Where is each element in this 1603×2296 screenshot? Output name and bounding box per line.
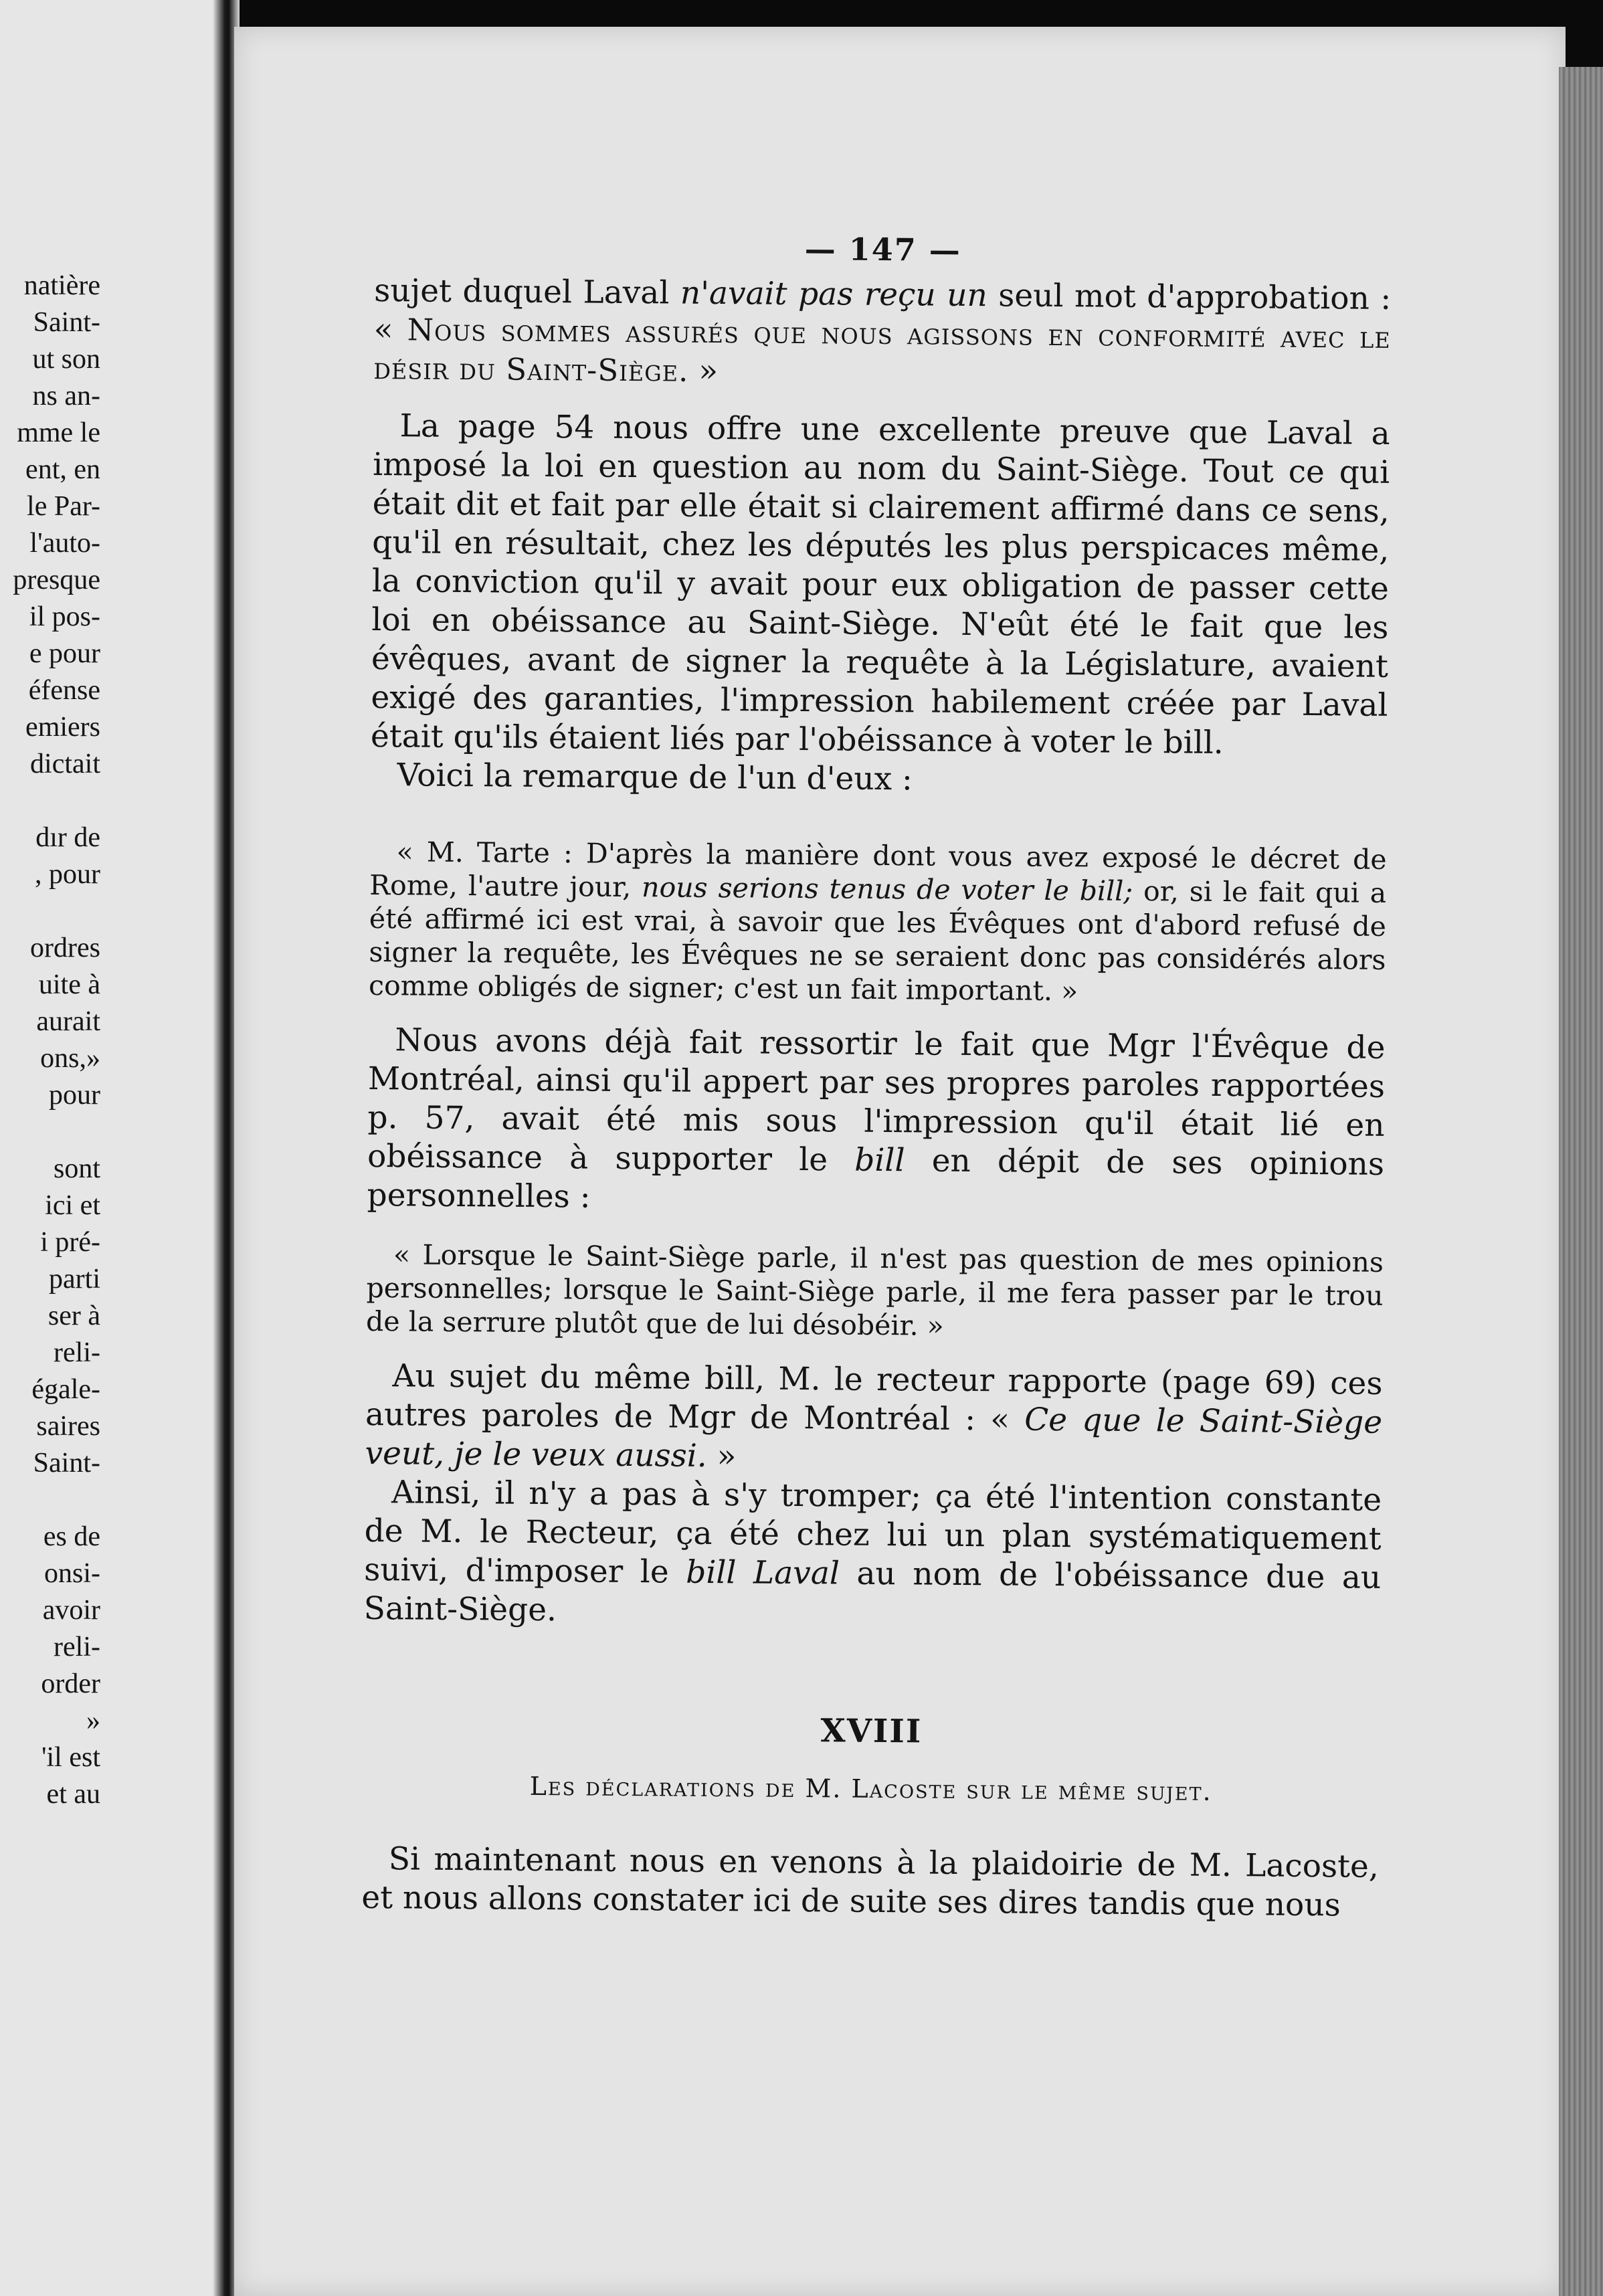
text-run: » <box>706 1437 737 1475</box>
text-run: or, si le fait qui a été affirmé ici est vrai, à savoir que les Évêques ont d'abord refusé de signer la requête, les Évêques ne se seraient donc pas considérés alors comme obligés de signer; c'est un fait important. » <box>368 874 1387 1008</box>
quote-tarte <box>369 835 1387 1010</box>
book-page <box>234 27 1566 2296</box>
previous-page-line: ns an- <box>32 381 100 411</box>
previous-page-line: avoir <box>42 1595 100 1626</box>
quote-eveque: « Lorsque le Saint-Siège parle, il n'est pas question de mes opinions personnelles; lorsque le Saint-Siège parle, il me fera passer par le trou de la serrure plutôt que de lui désobéir. » <box>365 1238 1384 1342</box>
previous-page-line: e pour <box>29 638 100 669</box>
previous-page-line: onsi- <box>44 1558 100 1589</box>
previous-page-line: ent, en <box>25 454 100 485</box>
previous-page-line: uite à <box>38 969 100 1000</box>
page-number: — 147 — <box>804 231 962 268</box>
text-run: » <box>688 352 719 390</box>
italic-run: bill <box>854 1141 905 1179</box>
previous-page-line: order <box>41 1668 100 1699</box>
previous-page-line: ons,» <box>40 1043 100 1074</box>
paragraph-3: Voici la remarque de l'un d'eux : <box>397 757 913 798</box>
previous-page-line: , pour <box>35 859 100 890</box>
text-run: Nous avons déjà fait ressortir le fait que Mgr l'Évêque de Montréal, ainsi qu'il appert par ses propres paroles rapportées p. 57, avait été mis sous l'impression qu'il était lié en obéissance à supporter le <box>367 1022 1386 1179</box>
previous-page-line: égale- <box>31 1374 100 1405</box>
previous-page-line: parti <box>49 1264 100 1295</box>
previous-page-line: il pos- <box>29 601 100 632</box>
previous-page-fragment <box>0 0 227 2296</box>
previous-page-line: ordres <box>30 933 100 963</box>
previous-page-line: Saint- <box>33 1448 100 1478</box>
previous-page-line <box>0 1482 100 1519</box>
text-run: au nom de l'obéissance due au Saint-Siège. <box>363 1555 1382 1629</box>
section-title: Les déclarations de M. Lacoste sur le même sujet. <box>529 1771 1212 1806</box>
text-run: sujet duquel Laval <box>374 272 681 312</box>
italic-run: n'avait pas reçu un <box>680 274 987 314</box>
previous-page-line: ut son <box>32 344 100 375</box>
previous-page-line: reli- <box>54 1337 100 1368</box>
previous-page-line: » <box>86 1705 100 1736</box>
previous-page-text <box>0 268 100 1813</box>
previous-page-line <box>0 893 100 930</box>
previous-page-line: pour <box>49 1080 100 1111</box>
paragraph-7: Si maintenant nous en venons à la plaidoirie de M. Lacoste, et nous allons constater ici de suite ses dires tandis que nous <box>361 1840 1380 1924</box>
page-stack-edge <box>1559 67 1603 2296</box>
previous-page-line: i pré- <box>40 1227 100 1258</box>
previous-page-line: Saint- <box>33 307 100 338</box>
text-run: Ainsi, il n'y a pas à s'y tromper; ça été l'intention constante de M. le Recteur, ça été chez lui un plan systématiquement suivi, d'imposer le <box>364 1474 1382 1591</box>
previous-page-line: ici et <box>45 1190 100 1221</box>
previous-page-line: saires <box>36 1411 100 1442</box>
previous-page-line: mme le <box>17 417 100 448</box>
page-content <box>361 227 1392 1925</box>
previous-page-line: es de <box>43 1521 100 1552</box>
previous-page-line: dır de <box>35 822 100 853</box>
small-caps-quote: Nous sommes assurés que nous agissons en conformité avec le désir du Saint-Siège. <box>373 312 1391 389</box>
paragraph-6 <box>364 1473 1382 1636</box>
previous-page-line: le Par- <box>27 491 100 522</box>
paragraph-2: La page 54 nous offre une excellente preuve que Laval a imposé la loi en question au nom du Saint-Siège. Tout ce qui était dit et fait par elle était si clairement affirmé dans ce sens, qu'il en résultait, chez les députés les plus perspicaces même, la conviction qu'il y avait pour eux obligation de passer cette loi en obéissance au Saint-Siège. N'eût été le fait que les évêques, avant de signer la requête à la Législature, avaient exigé des garanties, l'impression habilement créée par Laval était qu'ils étaient liés par l'obéissance à voter le bill. <box>370 407 1390 761</box>
italic-run: nous serions tenus de voter le bill; <box>641 871 1133 907</box>
italic-run: bill Laval <box>686 1553 840 1592</box>
text-run: « M. Tarte : D'après la manière dont vous avez exposé le décret de Rome, l'autre jour, <box>369 836 1387 904</box>
previous-page-line: aurait <box>36 1006 100 1037</box>
previous-page-line: presque <box>13 565 100 595</box>
previous-page-line: ser à <box>48 1301 100 1331</box>
paragraph-1 <box>373 272 1391 396</box>
previous-page-line: emiers <box>25 712 100 743</box>
text-run: Au sujet du même bill, M. le recteur rapporte (page 69) ces autres paroles de Mgr de Montréal : « <box>365 1357 1383 1438</box>
previous-page-line: l'auto- <box>29 528 100 559</box>
previous-page-line <box>0 783 100 820</box>
paragraph-4 <box>367 1021 1385 1223</box>
previous-page-line <box>0 1114 100 1151</box>
previous-page-line: éfense <box>28 675 100 706</box>
italic-run: Ce que le Saint-Siège veut, je le veux aussi. <box>365 1401 1383 1474</box>
previous-page-line: 'il est <box>41 1742 100 1773</box>
text-run: seul mot d'approbation : « <box>373 277 1392 349</box>
previous-page-line: sont <box>53 1153 100 1184</box>
text-run: en dépit de ses opinions personnelles : <box>367 1142 1385 1216</box>
previous-page-line: dictait <box>30 749 100 779</box>
previous-page-line: et au <box>46 1779 100 1810</box>
section-number: XVIII <box>820 1712 923 1751</box>
paragraph-5 <box>365 1357 1382 1481</box>
previous-page-line: natière <box>23 270 100 301</box>
previous-page-line: reli- <box>54 1632 100 1662</box>
